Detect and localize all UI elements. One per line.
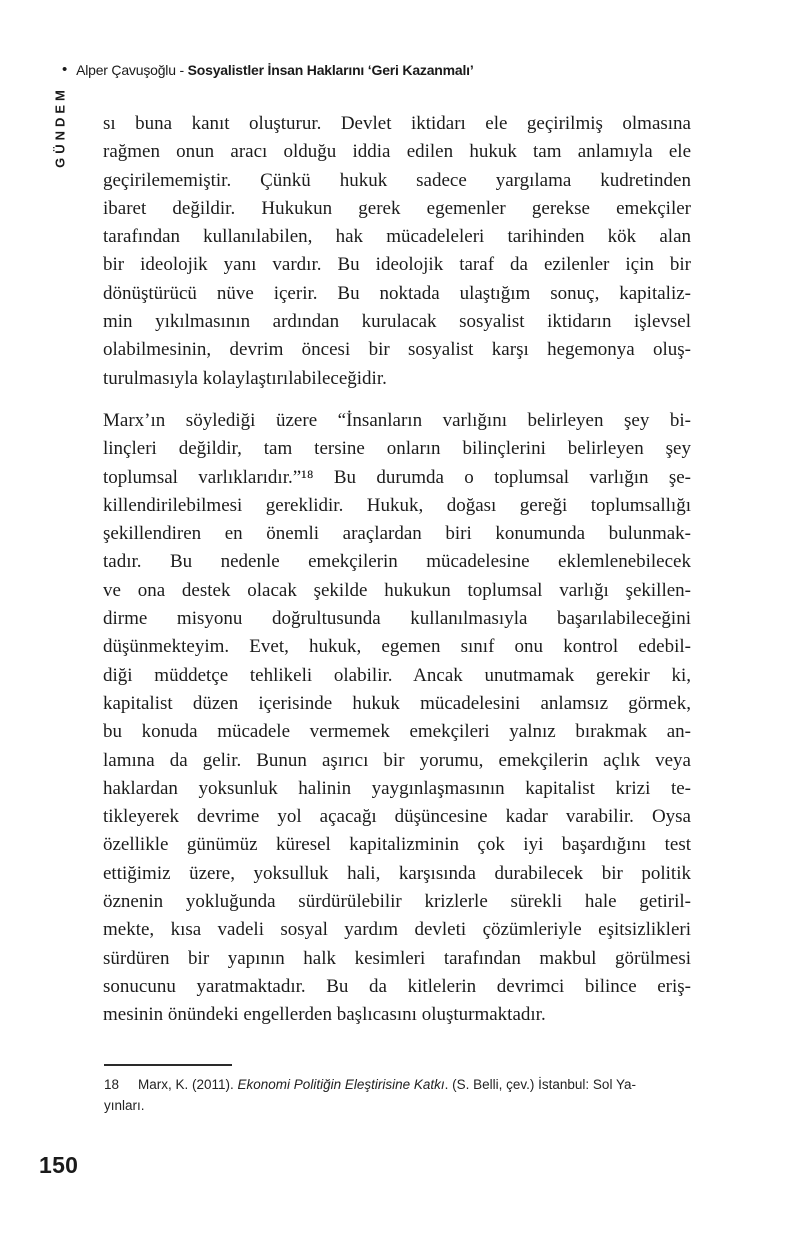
text-line: öznenin yokluğunda sürdürülebilir krizlerle sürekli hale getiril- [103, 891, 691, 913]
text-line: geçirilememiştir. Çünkü hukuk sadece yargılama kudretinden [103, 169, 691, 191]
text-line: Marx’ın söylediği üzere “İnsanların varlığını belirleyen şey bi- [103, 409, 691, 431]
text-line: kapitalist düzen içerisinde hukuk mücadelesini anlamsız görmek, [103, 692, 691, 714]
text-line: haklardan yoksunluk halinin yaygınlaşmasının kapitalist krizi te- [103, 777, 691, 799]
text-line: killendirilebilmesi gereklidir. Hukuk, doğası gereği toplumsallığı [103, 494, 691, 516]
footnote-line-2: yınları. [104, 1098, 145, 1113]
text-line: dönüştürücü nüve içerir. Bu noktada ulaştığım sonuç, kapitaliz- [103, 282, 691, 304]
text-line: sonucunu yaratmaktadır. Bu da kitlelerin devrimci bilince eriş- [103, 975, 691, 997]
header-bullet-icon: • [62, 61, 68, 78]
text-line: bir ideolojik yanı vardır. Bu ideolojik taraf da ezilenler için bir [103, 254, 691, 276]
footnote-line-1 [104, 1074, 696, 1095]
text-line: rağmen onun aracı olduğu iddia edilen hukuk tam anlamıyla ele [103, 141, 691, 163]
text-line: düşünmekteyim. Evet, hukuk, egemen sınıf onu kontrol edebil- [103, 636, 691, 658]
footnote-citation-start: Marx, K. (2011). [138, 1077, 238, 1092]
paragraph [103, 110, 691, 393]
page-number: 150 [39, 1152, 79, 1178]
text-line: ibaret değildir. Hukukun gerek egemenler gerekse emekçiler [103, 197, 691, 219]
text-line: lamına da gelir. Bunun aşırıcı bir yorumu, emekçilerin açlık veya [103, 749, 691, 771]
page-header [62, 62, 474, 79]
text-line: şekillendiren en önemli araçlardan biri konumunda bulunmak- [103, 523, 691, 545]
footnote-citation-end: . (S. Belli, çev.) İstanbul: Sol Ya- [444, 1077, 636, 1092]
text-line: tarafından kullanılabilen, hak mücadeleleri tarihinden kök alan [103, 226, 691, 248]
paragraph [103, 407, 691, 1030]
text-line: bu konuda mücadele vermemek emekçileri yalnız bırakmak an- [103, 721, 691, 743]
text-line: ve ona destek olacak şekilde hukukun toplumsal varlığı şekillen- [103, 579, 691, 601]
text-line: linçleri değildir, tam tersine onların bilinçlerini belirleyen şey [103, 438, 691, 460]
text-line: özellikle günümüz küresel kapitalizminin çok iyi başardığını test [103, 834, 691, 856]
section-label-vertical: GÜNDEM [52, 86, 68, 168]
text-line: toplumsal varlıklarıdır.”¹⁸ Bu durumda o toplumsal varlığın şe- [103, 466, 691, 488]
text-line: turulmasıyla kolaylaştırılabileceğidir. [103, 367, 387, 389]
body-text [103, 110, 691, 1030]
footnote [104, 1064, 696, 1116]
footnote-separator-rule [104, 1064, 232, 1066]
footnote-book-title: Ekonomi Politiğin Eleştirisine Katkı [237, 1077, 445, 1092]
text-line: sürdüren bir yapının halk kesimleri tarafından makbul görülmesi [103, 947, 691, 969]
text-line: dirme misyonu doğrultusunda kullanılmasıyla başarılabileceğini [103, 608, 691, 630]
text-line: tadır. Bu nedenle emekçilerin mücadelesine eklemlenebilecek [103, 551, 691, 573]
header-text [76, 62, 473, 78]
text-line: ettiğimiz üzere, yoksulluk hali, karşısında durabilecek bir politik [103, 862, 691, 884]
text-line: olabilmesinin, devrim öncesi bir sosyalist karşı hegemonya oluş- [103, 339, 691, 361]
text-line: mekte, kısa vadeli sosyal yardım devleti çözümleriyle eşitsizlikleri [103, 919, 691, 941]
text-line: tikleyerek devrime yol açacağı düşüncesine kadar varabilir. Oysa [103, 806, 691, 828]
text-line: diği müddetçe tehlikeli olabilir. Ancak unutmamak gerekir ki, [103, 664, 691, 686]
header-article-title: Sosyalistler İnsan Haklarını ‘Geri Kazanmalı’ [187, 62, 474, 78]
header-author: Alper Çavuşoğlu - [76, 62, 188, 78]
text-line: mesinin önündeki engellerden başlıcasını oluşturmaktadır. [103, 1004, 546, 1026]
text-line: min yıkılmasının ardından kurulacak sosyalist iktidarın işlevsel [103, 311, 691, 333]
text-line: sı buna kanıt oluşturur. Devlet iktidarı ele geçirilmiş olmasına [103, 113, 691, 134]
footnote-number: 18 [104, 1077, 120, 1092]
